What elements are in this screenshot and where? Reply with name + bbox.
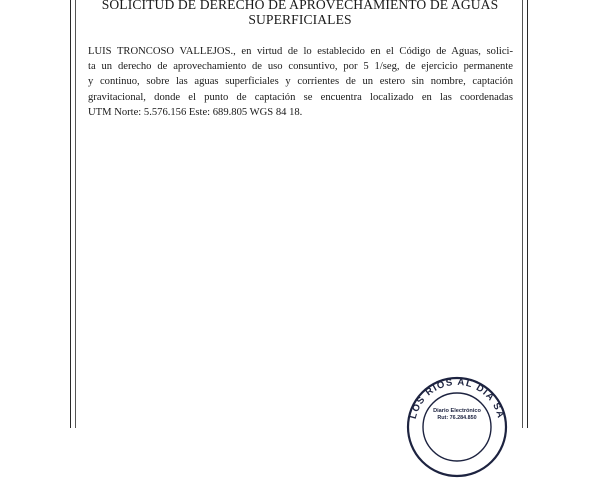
newspaper-seal-stamp: [405, 375, 509, 479]
paragraph-line: UTM Norte: 5.576.156 Este: 689.805 WGS 84 18.: [88, 106, 303, 118]
document-title: [88, 0, 512, 27]
paragraph-line: LUIS TRONCOSO VALLEJOS., en virtud de lo establecido en el Código de Aguas, solici-: [88, 46, 513, 57]
request-paragraph: [88, 44, 513, 120]
title-line-1: SOLICITUD DE DERECHO DE APROVECHAMIENTO DE AGUAS: [101, 0, 499, 12]
title-line-2: SUPERFICIALES: [248, 12, 352, 27]
paragraph-line: y continuo, sobre las aguas superficiales y corrientes de un estero sin nombre, captación: [88, 76, 513, 88]
seal-line-2: Rut: 76.284.850: [437, 415, 477, 421]
seal-line-1: Diario Electrónico: [433, 408, 481, 414]
paragraph-line: gravitacional, donde el punto de captación se encuentra localizado en las coordenadas: [88, 91, 513, 103]
seal-ring-text: LOS RIOS AL DIA SA: [407, 376, 507, 421]
paragraph-line: ta un derecho de aprovechamiento de uso consuntivo, por 5 1/seg, de ejercicio permanente: [88, 61, 513, 73]
